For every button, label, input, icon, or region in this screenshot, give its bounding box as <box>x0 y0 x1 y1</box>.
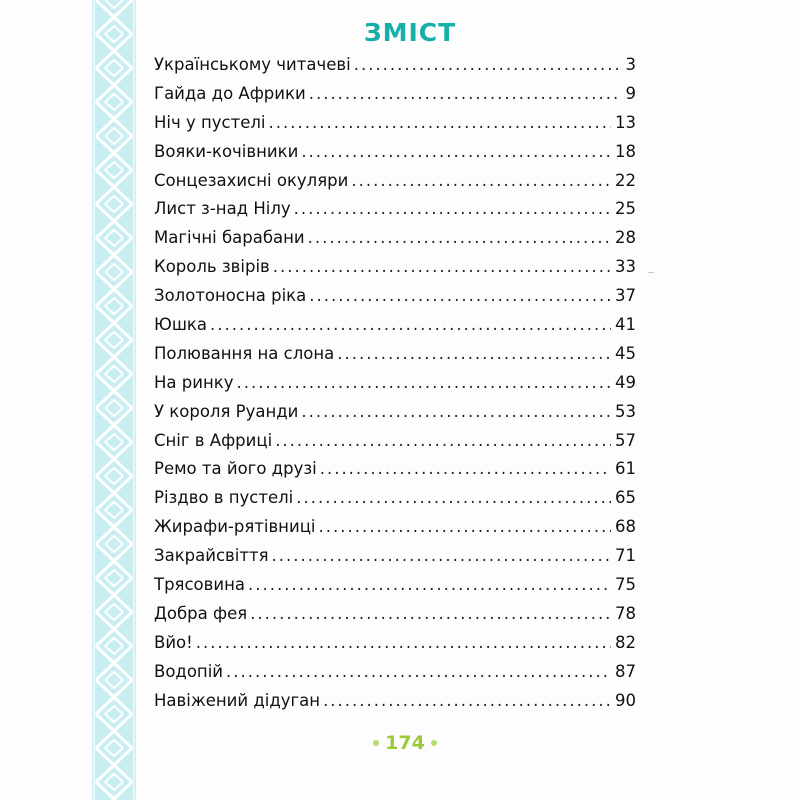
toc-entry-page: 9 <box>625 83 636 103</box>
toc-entry <box>154 344 636 373</box>
page-number <box>350 732 460 754</box>
toc-dot-leader <box>275 431 611 450</box>
toc-entry-page: 61 <box>615 459 636 479</box>
toc-entry-page: 57 <box>615 430 636 450</box>
toc-entry-title: Жирафи-рятівниці <box>154 517 316 537</box>
toc-entry-page: 68 <box>615 517 636 537</box>
toc-entry-title: Навіжений дідуган <box>154 690 321 710</box>
toc-dot-leader <box>273 257 611 276</box>
toc-entry-page: 75 <box>615 575 636 595</box>
toc-entry-page: 53 <box>615 401 636 421</box>
border-pattern-icon <box>92 0 136 800</box>
toc-entry <box>154 373 636 402</box>
toc-entry-title: На ринку <box>154 372 234 392</box>
toc-entry-title: Магічні барабани <box>154 228 305 248</box>
toc-entry-title: Українському читачеві <box>154 55 351 74</box>
toc-entry <box>154 84 636 113</box>
toc-dot-leader <box>196 633 611 652</box>
toc-entry <box>154 488 636 517</box>
toc-entry-title: Вйо! <box>154 632 193 652</box>
toc-dot-leader <box>354 55 618 74</box>
toc-entry <box>154 604 636 633</box>
table-of-contents <box>154 55 636 719</box>
toc-dot-leader <box>320 459 611 478</box>
toc-entry <box>154 691 636 720</box>
toc-entry-title: Вояки-кочівники <box>154 141 299 161</box>
toc-entry <box>154 286 636 315</box>
toc-entry <box>154 575 636 604</box>
toc-dot-leader <box>210 315 611 334</box>
page-title: ЗМІСТ <box>363 18 457 47</box>
toc-entry-title: Трясовина <box>154 575 245 595</box>
toc-dot-leader <box>309 84 618 103</box>
toc-entry <box>154 402 636 431</box>
toc-entry-title: Ніч у пустелі <box>154 112 266 132</box>
dot-right-icon <box>431 740 437 746</box>
toc-entry-title: Золотоносна ріка <box>154 286 307 306</box>
toc-entry <box>154 142 636 171</box>
toc-entry-page: 33 <box>615 257 636 277</box>
toc-entry-title: Різдво в пустелі <box>154 488 294 508</box>
toc-entry-title: У короля Руанди <box>154 401 299 421</box>
toc-dot-leader <box>308 228 611 247</box>
toc-entry-title: Гайда до Африки <box>154 83 306 103</box>
toc-entry-title: Сніг в Африці <box>154 430 273 450</box>
toc-entry <box>154 315 636 344</box>
toc-entry-page: 45 <box>615 343 636 363</box>
toc-entry-page: 25 <box>615 199 636 219</box>
decorative-border <box>92 0 136 800</box>
toc-entry-title: Водопій <box>154 661 224 681</box>
toc-dot-leader <box>236 373 611 392</box>
toc-entry-title: Юшка <box>154 315 207 335</box>
toc-entry-title: Полювання на слона <box>154 343 335 363</box>
toc-entry-page: 82 <box>615 632 636 652</box>
page-number-text: 174 <box>385 732 425 754</box>
toc-dot-leader <box>272 546 612 565</box>
toc-dot-leader <box>250 604 611 623</box>
toc-dot-leader <box>323 691 611 710</box>
toc-dot-leader <box>319 517 611 536</box>
toc-entry <box>154 633 636 662</box>
toc-entry-title: Закрайсвіття <box>154 546 269 566</box>
toc-entry-title: Лист з-над Нілу <box>154 199 291 219</box>
toc-entry <box>154 431 636 460</box>
toc-entry-title: Король звірів <box>154 257 270 277</box>
toc-dot-leader <box>351 171 611 190</box>
toc-dot-leader <box>294 199 611 218</box>
toc-entry <box>154 113 636 142</box>
edge-mark <box>648 272 654 273</box>
toc-entry-page: 28 <box>615 228 636 248</box>
toc-entry-page: 49 <box>615 372 636 392</box>
toc-dot-leader <box>296 488 611 507</box>
toc-dot-leader <box>309 286 611 305</box>
toc-entry <box>154 199 636 228</box>
toc-dot-leader <box>301 402 611 421</box>
toc-entry-page: 41 <box>615 315 636 335</box>
toc-entry-title: Сонцезахисні окуляри <box>154 170 349 190</box>
toc-entry-page: 65 <box>615 488 636 508</box>
toc-entry-page: 90 <box>615 690 636 710</box>
toc-entry-page: 3 <box>625 55 636 74</box>
toc-entry-page: 71 <box>615 546 636 566</box>
toc-dot-leader <box>269 113 611 132</box>
toc-entry-page: 22 <box>615 170 636 190</box>
toc-entry <box>154 546 636 575</box>
toc-entry <box>154 517 636 546</box>
toc-dot-leader <box>337 344 611 363</box>
toc-entry <box>154 459 636 488</box>
toc-entry-page: 87 <box>615 661 636 681</box>
toc-entry <box>154 171 636 200</box>
toc-dot-leader <box>248 575 611 594</box>
toc-dot-leader <box>301 142 611 161</box>
toc-entry-page: 37 <box>615 286 636 306</box>
toc-entry <box>154 662 636 691</box>
toc-entry <box>154 55 636 84</box>
toc-entry-page: 78 <box>615 603 636 623</box>
toc-dot-leader <box>226 662 611 681</box>
dot-left-icon <box>373 740 379 746</box>
toc-entry-page: 18 <box>615 141 636 161</box>
toc-entry-page: 13 <box>615 112 636 132</box>
toc-entry <box>154 228 636 257</box>
toc-entry-title: Добра фея <box>154 603 248 623</box>
toc-entry <box>154 257 636 286</box>
toc-entry-title: Ремо та його друзі <box>154 459 317 479</box>
